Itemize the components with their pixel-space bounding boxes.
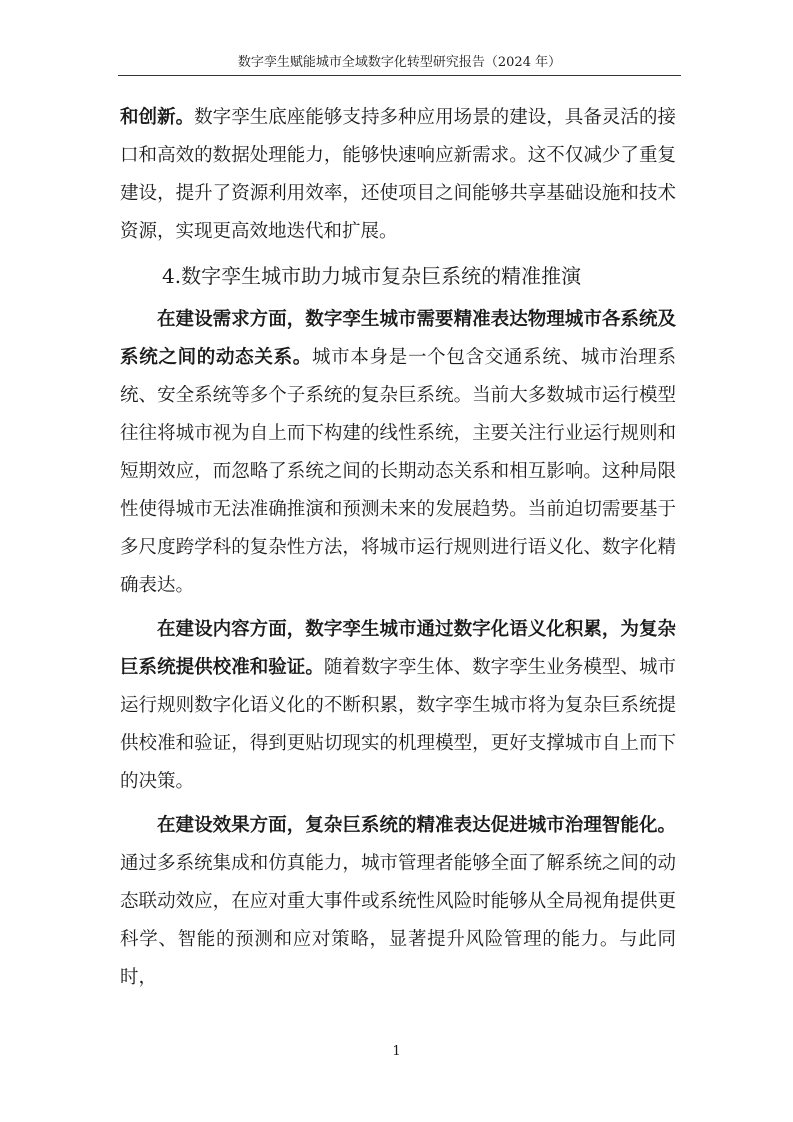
paragraph-text: 随着数字孪生体、数字孪生业务模型、城市运行规则数字化语义化的不断积累，数字孪生城市将为复杂巨系统提供校准和验证，得到更贴切现实的机理模型，更好支撑城市自上而下的决策。 (120, 657, 676, 792)
page-header: 数字孪生赋能城市全域数字化转型研究报告（2024 年） (118, 55, 681, 76)
document-body (120, 99, 676, 997)
paragraph-construction-demand (120, 301, 676, 605)
paragraph-construction-content (120, 611, 676, 801)
paragraph-lead-bold: 和创新。 (120, 107, 195, 128)
paragraph-lead-bold: 在建设效果方面，复杂巨系统的精准表达促进城市治理智能化。 (157, 815, 676, 836)
paragraph-construction-effect (120, 807, 676, 997)
paragraph-lead-bold: 在建设需求方面，数字孪生城市需要精准表达物理城市各系统及系统之间的动态关系。 (120, 309, 676, 368)
paragraph-lead-bold: 在建设内容方面，数字孪生城市通过数字化语义化积累，为复杂巨系统提供校准和验证。 (120, 619, 676, 678)
page-number: 1 (392, 1044, 401, 1059)
paragraph-text: 通过多系统集成和仿真能力，城市管理者能够全面了解系统之间的动态联动效应，在应对重大事件或系统性风险时能够从全局视角提供更科学、智能的预测和应对策略，显著提升风险管理的能力。与此同时， (120, 853, 676, 988)
paragraph-text: 数字孪生底座能够支持多种应用场景的建设，具备灵活的接口和高效的数据处理能力，能够快速响应新需求。这不仅减少了重复建设，提升了资源利用效率，还使项目之间能够共享基础设施和技术资源，实现更高效地迭代和扩展。 (120, 107, 676, 242)
paragraph-continuation (120, 99, 676, 251)
paragraph-text: 城市本身是一个包含交通系统、城市治理系统、安全系统等多个子系统的复杂巨系统。当前大多数城市运行模型往往将城市视为自上而下构建的线性系统，主要关注行业运行规则和短期效应，而忽略了系统之间的长期动态关系和相互影响。这种局限性使得城市无法准确推演和预测未来的发展趋势。当前迫切需要基于多尺度跨学科的复杂性方法，将城市运行规则进行语义化、数字化精确表达。 (120, 347, 676, 596)
section-heading: 4.数字孪生城市助力城市复杂巨系统的精准推演 (162, 264, 582, 288)
